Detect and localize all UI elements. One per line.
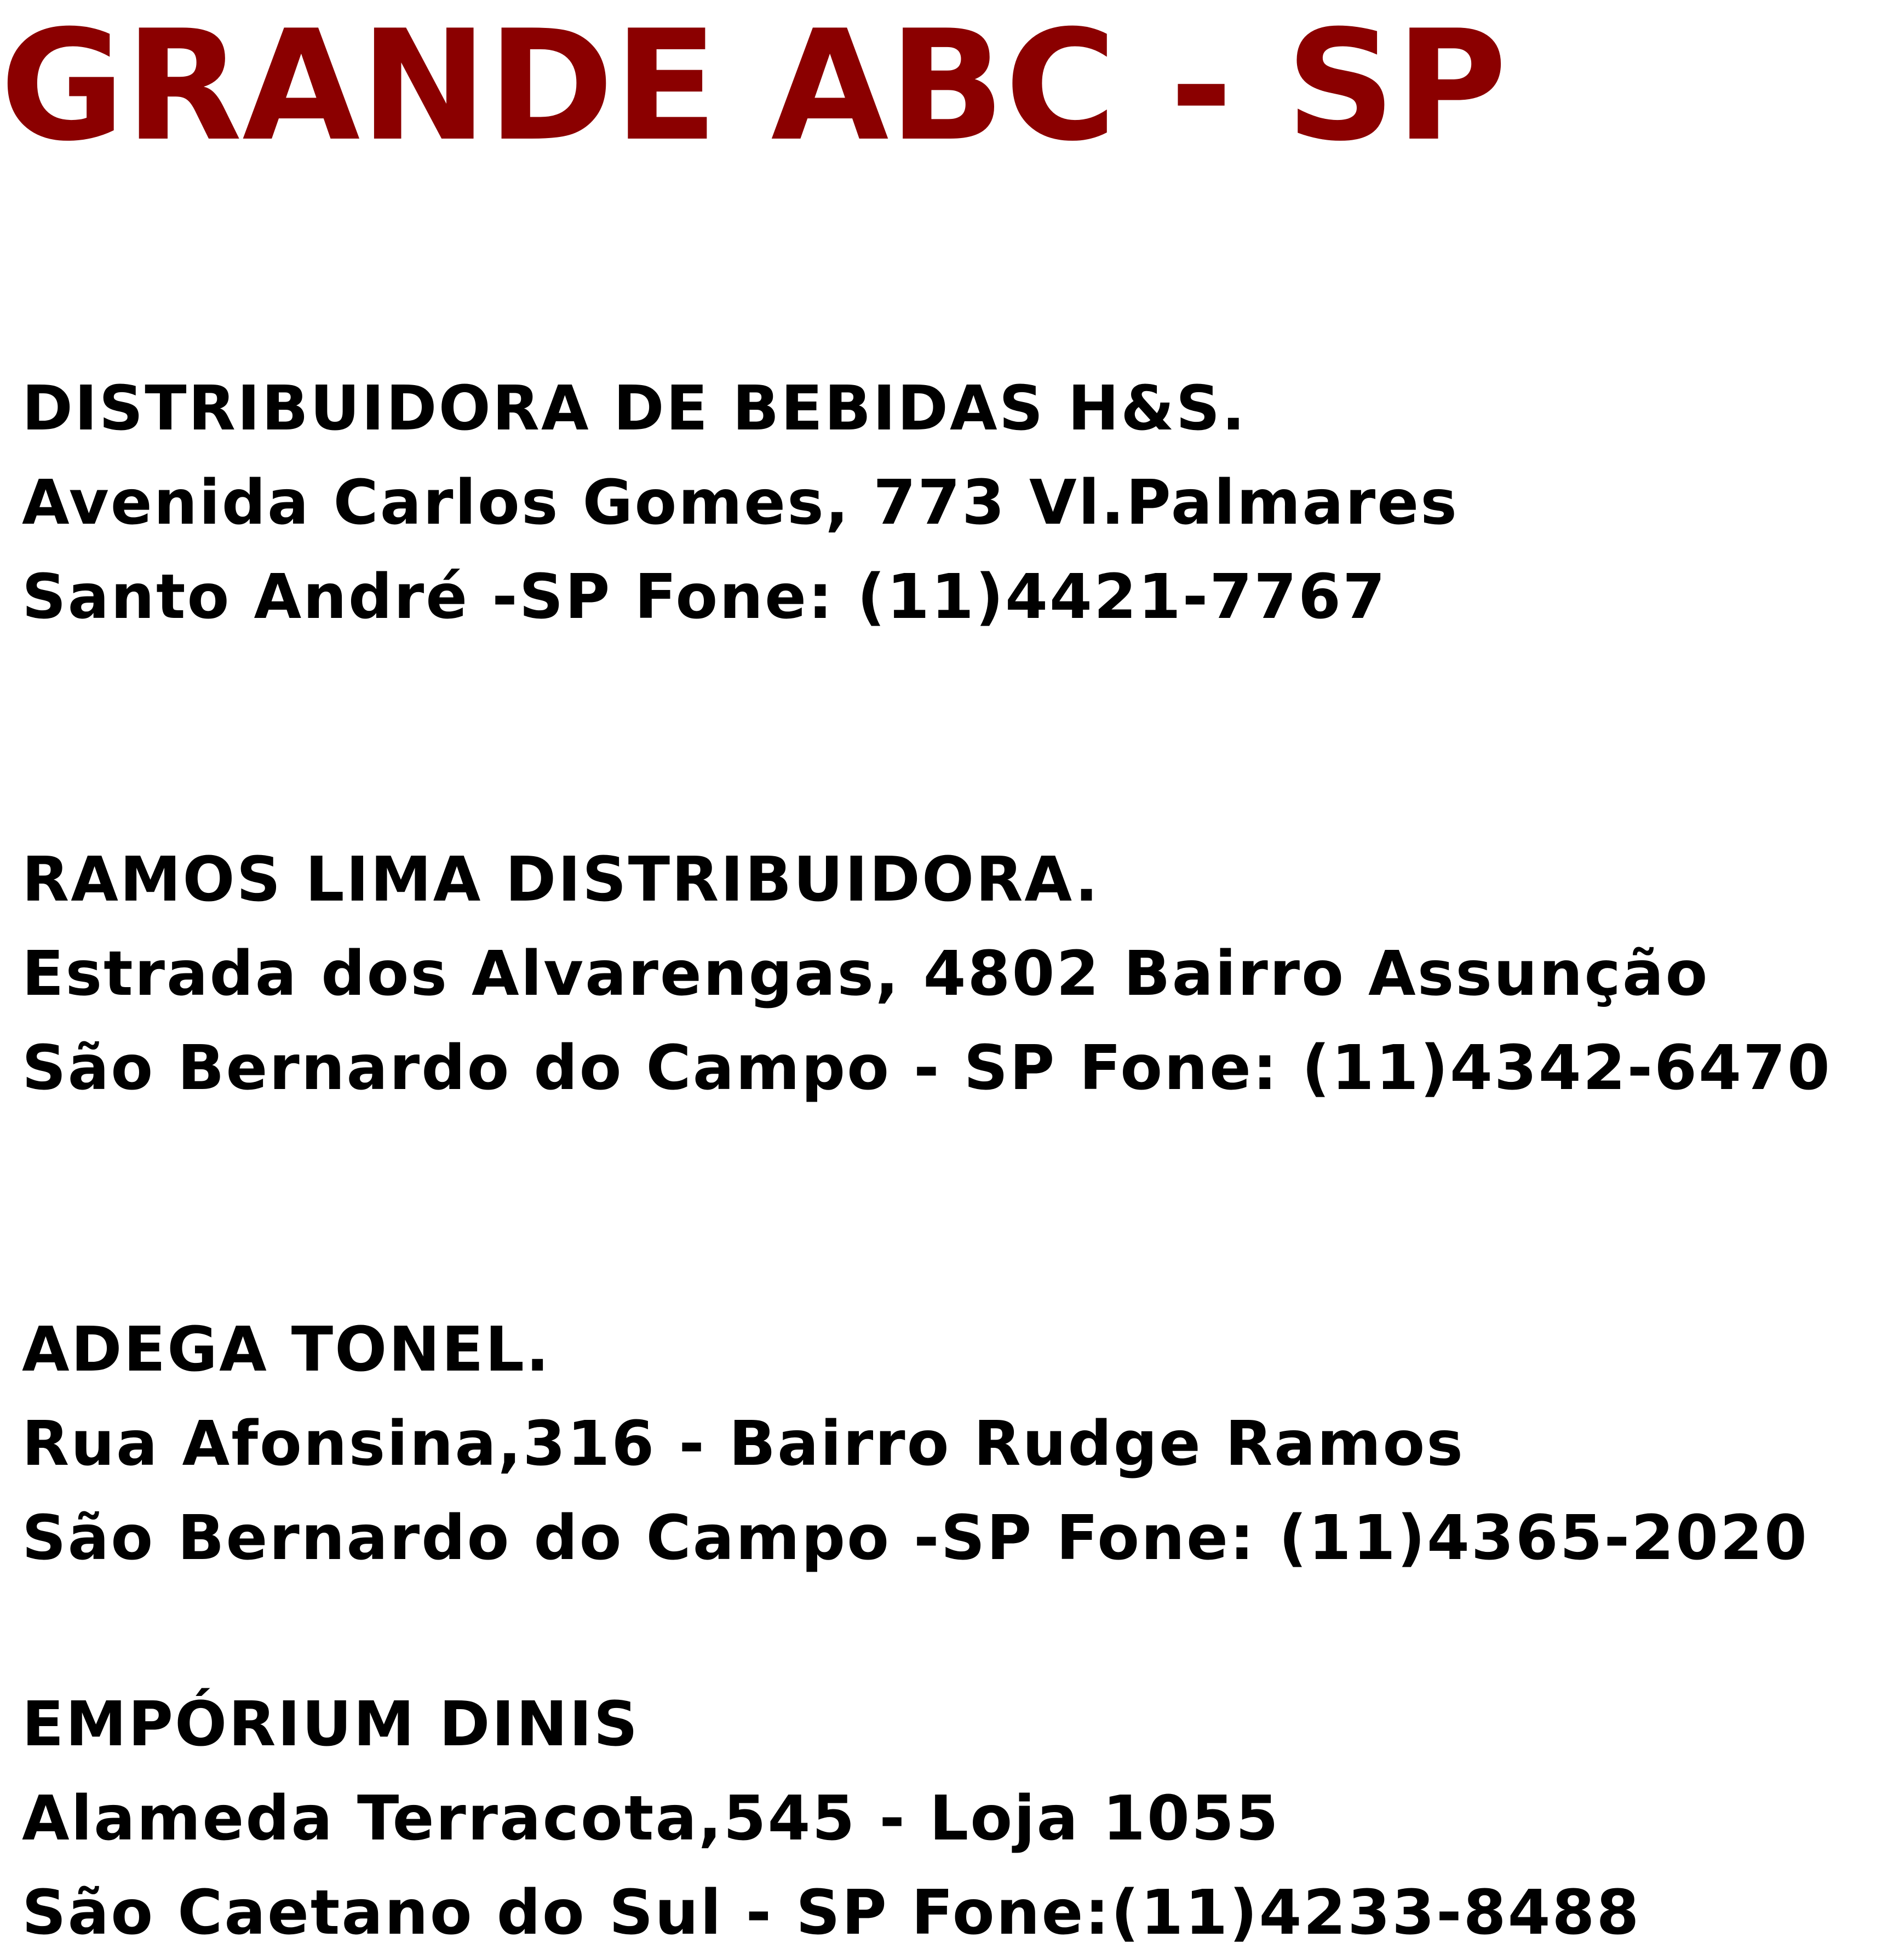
distributor-name: RAMOS LIMA DISTRIBUIDORA. — [22, 844, 1100, 915]
distributor-name: EMPÓRIUM DINIS — [22, 1689, 640, 1760]
distributor-city-phone: Santo André -SP Fone: (11)4421-7767 — [22, 561, 1387, 633]
distributor-entry — [22, 1303, 1809, 1585]
distributor-entry — [22, 362, 1459, 644]
page-title: GRANDE ABC - SP — [0, 0, 1507, 175]
distributor-entry — [22, 1677, 1640, 1960]
distributor-city-phone: São Caetano do Sul - SP Fone:(11)4233-8488 — [22, 1877, 1641, 1948]
distributor-name: DISTRIBUIDORA DE BEBIDAS H&S. — [22, 373, 1247, 444]
distributor-address: Estrada dos Alvarengas, 4802 Bairro Assunção — [22, 938, 1709, 1010]
distributor-name: ADEGA TONEL. — [22, 1314, 551, 1385]
distributor-address: Avenida Carlos Gomes, 773 Vl.Palmares — [22, 467, 1459, 538]
distributor-entry — [22, 833, 1832, 1115]
distributor-address: Rua Afonsina,316 - Bairro Rudge Ramos — [22, 1408, 1465, 1480]
distributor-address: Alameda Terracota,545 - Loja 1055 — [22, 1783, 1280, 1854]
distributor-city-phone: São Bernardo do Campo -SP Fone: (11)4365-2020 — [22, 1503, 1809, 1574]
distributor-city-phone: São Bernardo do Campo - SP Fone: (11)4342-6470 — [22, 1033, 1832, 1104]
